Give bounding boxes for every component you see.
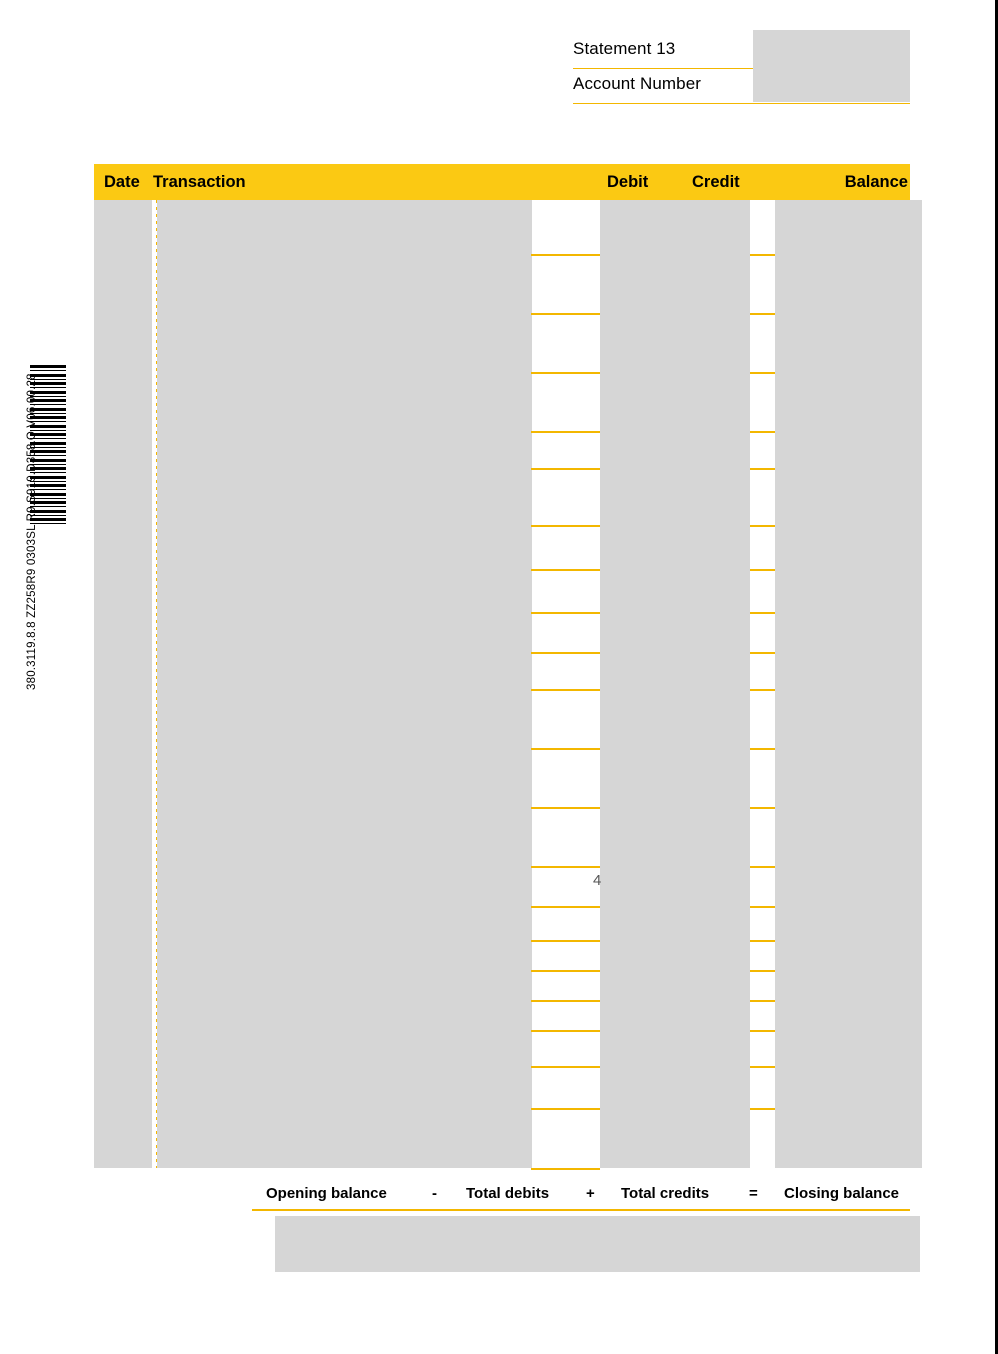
- table-row: [531, 906, 600, 908]
- total-debits-label: Total debits: [466, 1185, 550, 1202]
- totals-rule: [252, 1209, 910, 1211]
- table-row: [531, 1066, 600, 1068]
- table-row-tick: [750, 569, 775, 571]
- table-row-tick: [750, 254, 775, 256]
- transactions-table: [94, 164, 910, 1168]
- table-row-tick: [750, 940, 775, 942]
- table-row: [531, 807, 600, 809]
- date-column-redaction: [94, 200, 152, 1168]
- account-number-label: Account Number: [573, 74, 702, 93]
- table-row: [531, 313, 600, 315]
- table-row: [531, 1000, 600, 1002]
- table-row: [531, 612, 600, 614]
- balance-column-redaction: [775, 200, 922, 1168]
- table-row: [531, 1168, 600, 1170]
- table-row: [531, 866, 600, 868]
- table-row-tick: [750, 372, 775, 374]
- table-row-tick: [750, 525, 775, 527]
- plus-symbol: +: [586, 1185, 595, 1202]
- table-row-tick: [750, 1066, 775, 1068]
- statement-number-label: Statement 13: [573, 39, 676, 58]
- credit-column-redaction: [600, 200, 750, 1168]
- table-row: [531, 940, 600, 942]
- table-row: [531, 372, 600, 374]
- table-row-tick: [750, 431, 775, 433]
- table-row: [531, 970, 600, 972]
- totals-values-redaction: [275, 1216, 920, 1272]
- table-row-tick: [750, 906, 775, 908]
- table-row: [531, 254, 600, 256]
- column-header-balance: Balance: [844, 173, 908, 191]
- closing-balance-label: Closing balance: [784, 1185, 900, 1202]
- table-row-tick: [750, 866, 775, 868]
- table-row-tick: [750, 748, 775, 750]
- account-details-redaction: [753, 30, 910, 102]
- table-row-tick: [750, 807, 775, 809]
- equals-symbol: =: [749, 1185, 758, 1202]
- table-row: [531, 1030, 600, 1032]
- table-row-tick: [750, 970, 775, 972]
- table-row-tick: [750, 612, 775, 614]
- table-row: [531, 652, 600, 654]
- table-row: [531, 525, 600, 527]
- total-credits-label: Total credits: [621, 1185, 710, 1202]
- account-number-rule: [573, 103, 910, 105]
- opening-balance-label: Opening balance: [266, 1185, 387, 1202]
- table-header-row: [94, 164, 910, 200]
- table-body: [94, 200, 910, 1168]
- table-row-tick: [750, 652, 775, 654]
- table-row: [531, 431, 600, 433]
- table-row: [531, 468, 600, 470]
- column-header-transaction: Transaction: [153, 173, 246, 191]
- table-row-tick: [750, 1108, 775, 1110]
- document-reference-code: 380.3119.8.8 ZZ258R9 0303SL R9.S919.D358.O V06.00.28: [26, 373, 38, 690]
- minus-symbol: -: [432, 1185, 437, 1202]
- table-row-tick: [750, 1000, 775, 1002]
- table-row-tick: [750, 468, 775, 470]
- column-header-debit: Debit: [607, 173, 649, 191]
- table-row: [531, 689, 600, 691]
- transaction-column-redaction: [157, 200, 532, 1168]
- table-row-tick: [750, 313, 775, 315]
- table-row-tick: [750, 689, 775, 691]
- column-header-date: Date: [104, 173, 140, 191]
- stray-mark: 4: [593, 872, 602, 889]
- table-row: [531, 1108, 600, 1110]
- column-header-credit: Credit: [692, 173, 740, 191]
- table-row: [531, 748, 600, 750]
- table-row-tick: [750, 1030, 775, 1032]
- table-row: [531, 569, 600, 571]
